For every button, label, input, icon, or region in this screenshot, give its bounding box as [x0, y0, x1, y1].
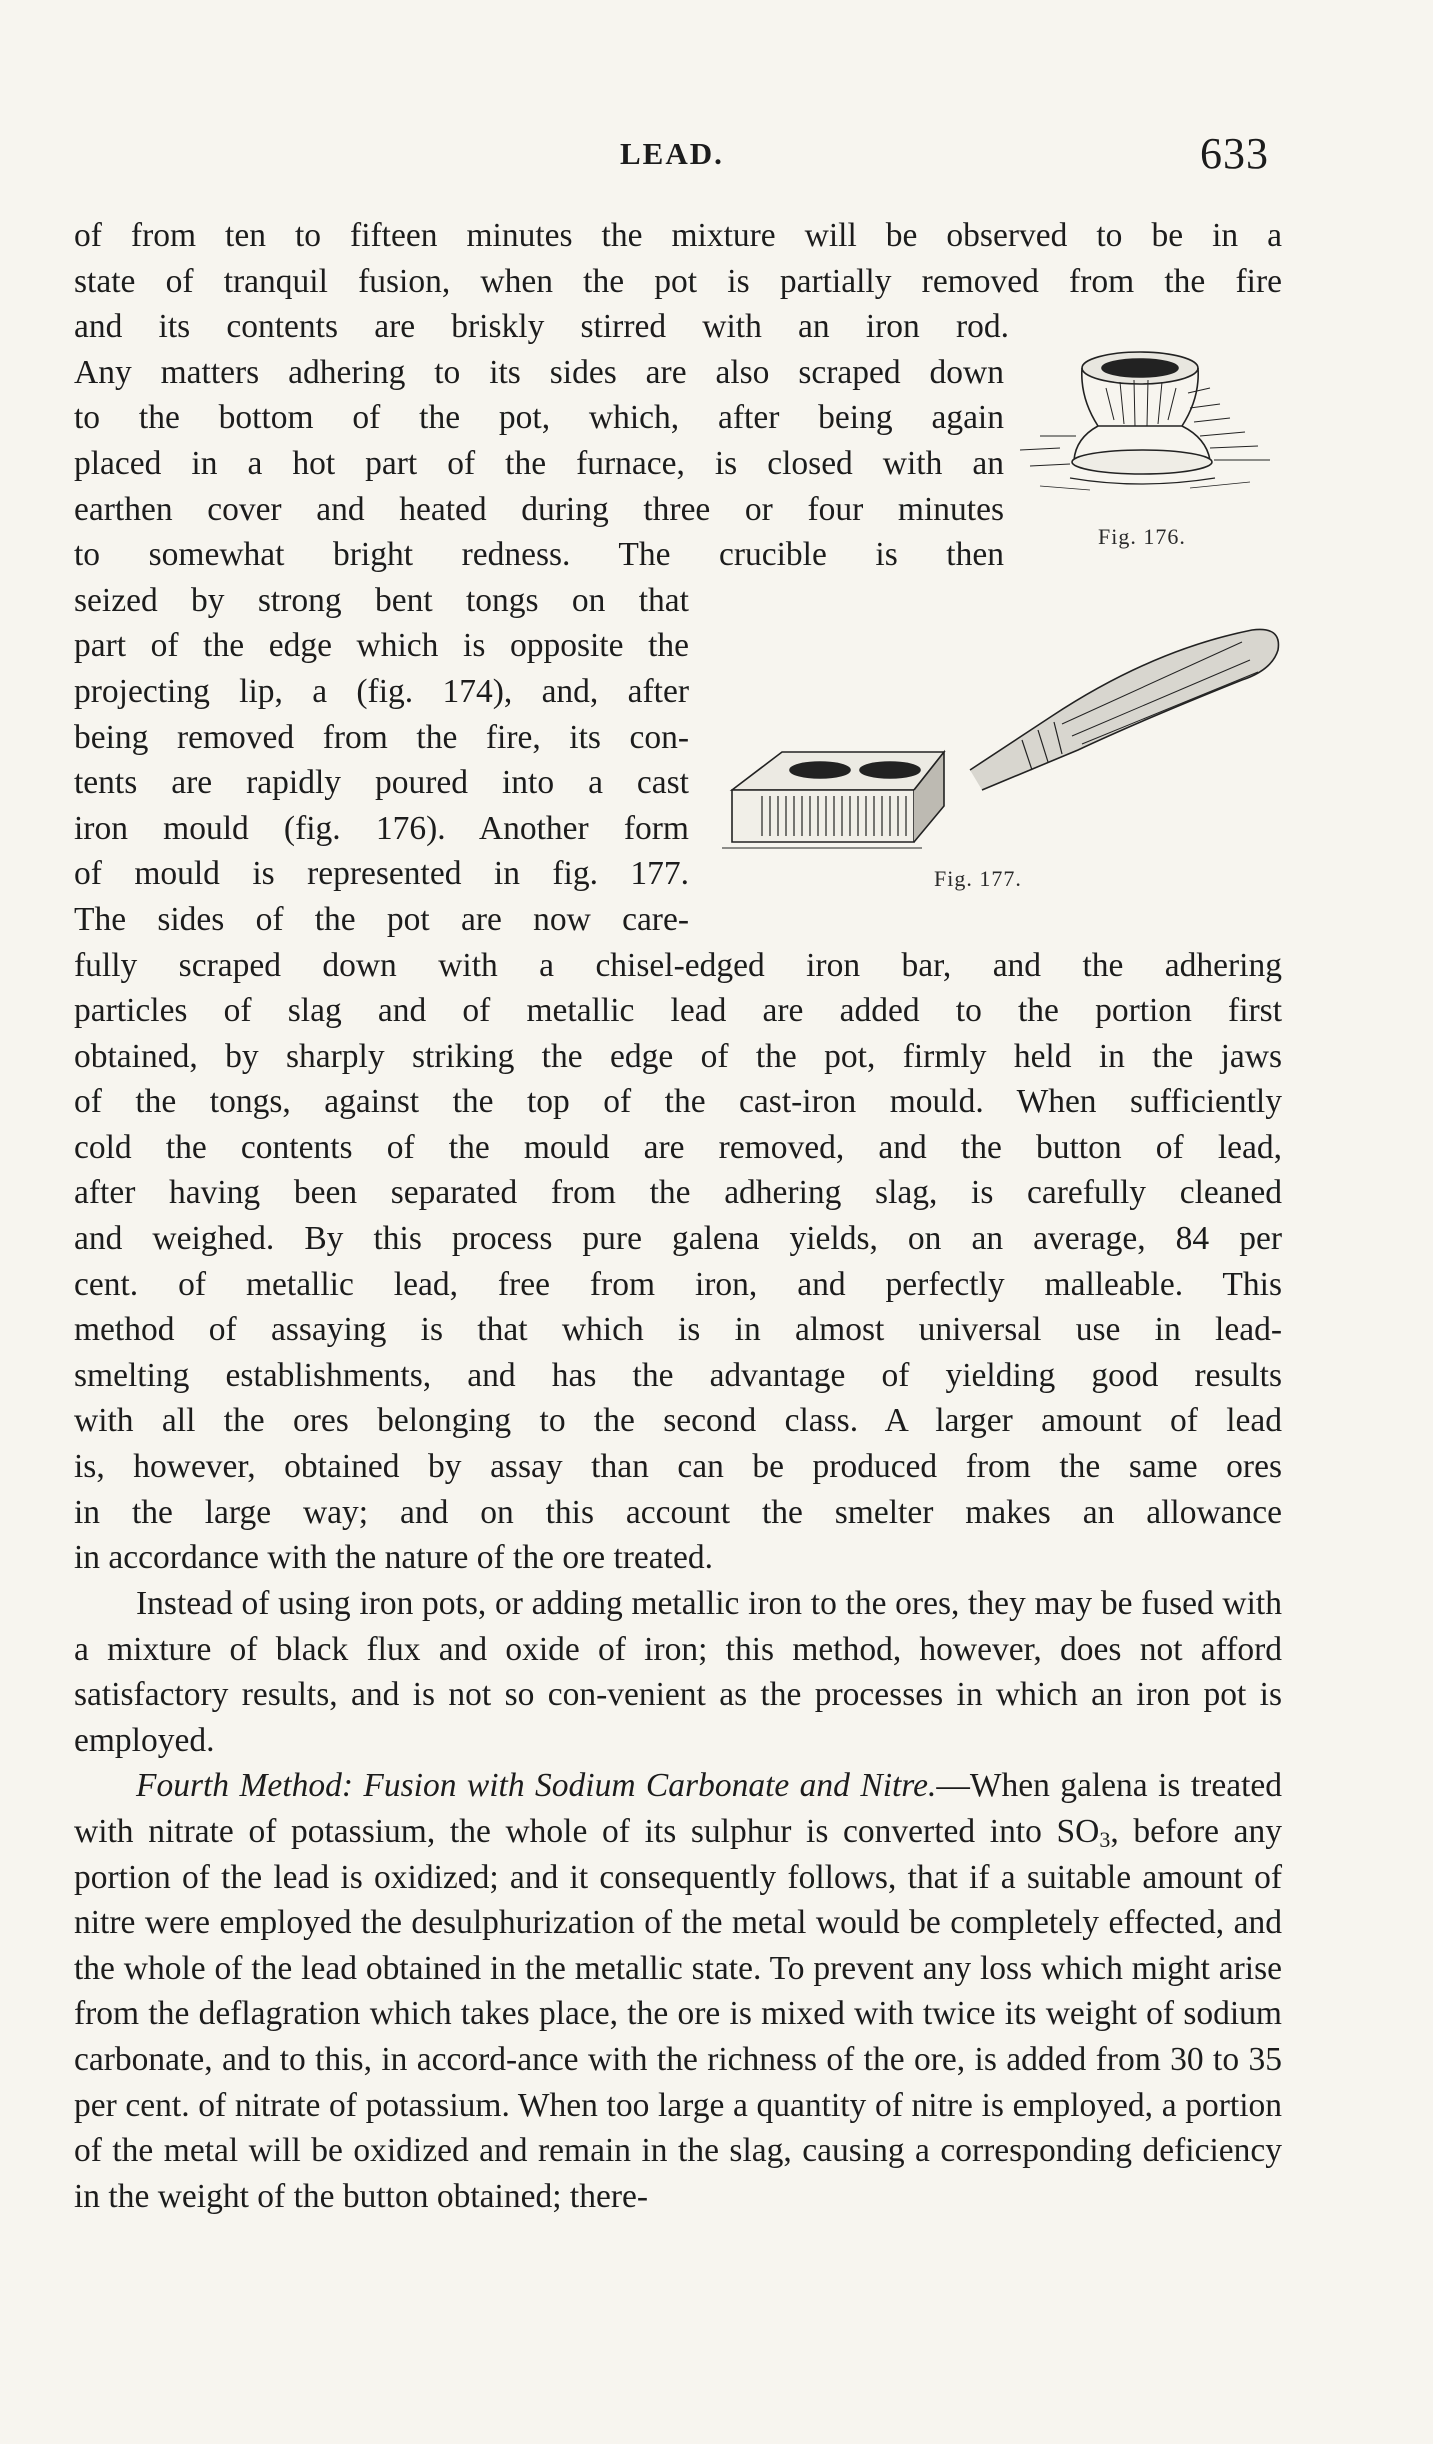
- paragraph-3: [74, 1763, 1282, 2219]
- subscript-3: 3: [1099, 1826, 1111, 1852]
- figure-176-mould-illustration: [1010, 338, 1280, 518]
- text-line: in the large way; and on this account the smelter makes an allowance: [74, 1493, 1282, 1531]
- text-line: seized by strong bent tongs on that: [74, 581, 689, 619]
- text-line: to the bottom of the pot, which, after being again: [74, 399, 1004, 437]
- text-line: The sides of the pot are now care-: [74, 900, 689, 938]
- paragraph-3-text-cont: , before any portion of the lead is oxidized; and it consequently follows, that if a suitable amount of nitre were employed the desulphurization of the metal would be completely effected, and the whole of the lead obtained in the metallic state. To prevent any loss which might arise from the deflagration which takes place, the ore is mixed with twice its weight of sodium carbonate, and to this, in accord-ance with the richness of the ore, is added from 30 to 35 per cent. of nitrate of potassium. When too large a quantity of nitre is employed, a portion of the metal will be oxidized and remain in the slag, causing a corresponding deficiency in the weight of the button obtained; there-: [74, 1812, 1283, 2215]
- text-line: obtained, by sharply striking the edge of the pot, firmly held in the jaws: [74, 1037, 1282, 1075]
- text-block-lower: [74, 1581, 1282, 2219]
- method-heading: Fourth Method: Fusion with Sodium Carbonate and Nitre.: [136, 1767, 937, 1805]
- running-title: LEAD.: [620, 136, 724, 171]
- figure-177-mould-illustration: [722, 620, 1282, 860]
- text-line: in accordance with the nature of the ore treated.: [74, 1539, 713, 1577]
- text-line: projecting lip, a (fig. 174), and, after: [74, 672, 689, 710]
- paragraph-2: Instead of using iron pots, or adding metallic iron to the ores, they may be fused with a mixture of black flux and oxide of iron; this method, however, does not afford satisfactory results, and is not so con-venient as the processes in which an iron pot is employed.: [74, 1585, 1282, 1759]
- text-line: and weighed. By this process pure galena yields, on an average, 84 per: [74, 1220, 1282, 1258]
- text-line: smelting establishments, and has the advantage of yielding good results: [74, 1356, 1282, 1394]
- text-line: earthen cover and heated during three or four minutes: [74, 490, 1004, 528]
- text-line: part of the edge which is opposite the: [74, 627, 689, 665]
- text-line: state of tranquil fusion, when the pot is partially removed from the fire: [74, 262, 1282, 300]
- text-line: and its contents are briskly stirred with an iron rod.: [74, 308, 1009, 346]
- paragraph-3-text: —When galena is treated with nitrate of potassium, the whole of its sulphur is converted into SO: [74, 1767, 1282, 1850]
- text-line: of from ten to fifteen minutes the mixture will be observed to be in a: [74, 217, 1282, 254]
- text-line: cold the contents of the mould are removed, and the button of lead,: [74, 1128, 1282, 1166]
- text-line: after having been separated from the adhering slag, is carefully cleaned: [74, 1174, 1282, 1212]
- text-line: particles of slag and of metallic lead are added to the portion first: [74, 992, 1282, 1030]
- page-number: 633: [1200, 129, 1269, 178]
- text-line: of mould is represented in fig. 177.: [74, 855, 689, 893]
- text-line: is, however, obtained by assay than can be produced from the same ores: [74, 1448, 1282, 1486]
- text-line: placed in a hot part of the furnace, is closed with an: [74, 444, 1004, 482]
- text-line: being removed from the fire, its con-: [74, 718, 689, 756]
- text-line: Any matters adhering to its sides are also scraped down: [74, 353, 1004, 391]
- text-line: method of assaying is that which is in almost universal use in lead-: [74, 1311, 1282, 1349]
- text-line: cent. of metallic lead, free from iron, and perfectly malleable. This: [74, 1265, 1282, 1303]
- figure-177-caption: Fig. 177.: [934, 866, 1022, 891]
- text-line: fully scraped down with a chisel-edged iron bar, and the adhering: [74, 946, 1282, 984]
- running-head: [0, 128, 1433, 188]
- text-line: to somewhat bright redness. The crucible is then: [74, 536, 1004, 574]
- text-line: of the tongs, against the top of the cast-iron mould. When sufficiently: [74, 1083, 1282, 1121]
- text-line: iron mould (fig. 176). Another form: [74, 809, 689, 847]
- text-line: tents are rapidly poured into a cast: [74, 764, 689, 802]
- text-line: with all the ores belonging to the second class. A larger amount of lead: [74, 1402, 1282, 1440]
- figure-176-caption: Fig. 176.: [1098, 524, 1186, 549]
